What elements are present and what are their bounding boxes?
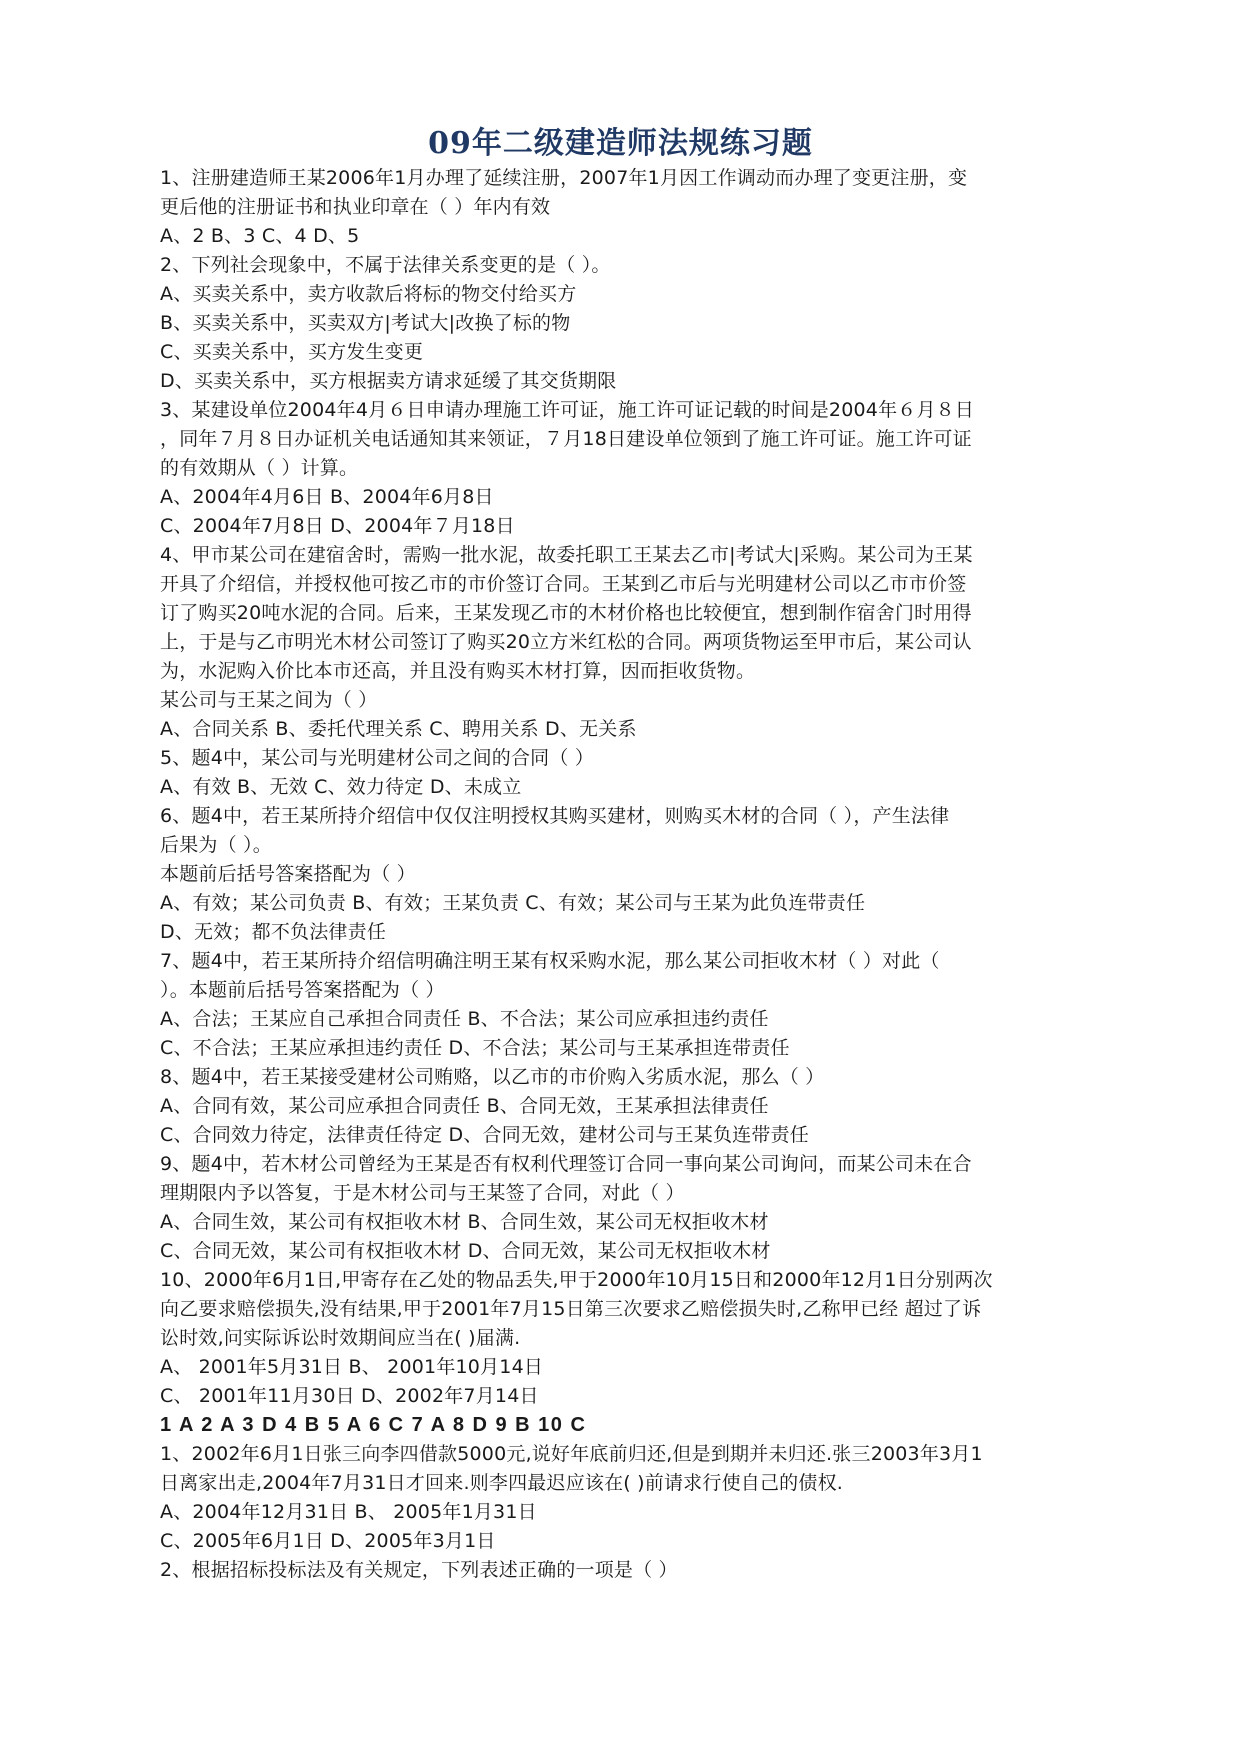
text-line: 5、题4中，某公司与光明建材公司之间的合同（ ） xyxy=(160,747,595,769)
text-line: C、2004年7月8日 D、2004年７月18日 xyxy=(160,515,515,537)
text-line: A、合同生效，某公司有权拒收木材 B、合同生效，某公司无权拒收木材 xyxy=(160,1211,769,1233)
text-line: A、买卖关系中，卖方收款后将标的物交付给买方 xyxy=(160,283,577,305)
text-line: 上，于是与乙市明光木材公司签订了购买20立方米红松的合同。两项货物运至甲市后，某公司认 xyxy=(160,631,972,653)
text-line: A、 2001年5月31日 B、 2001年10月14日 xyxy=(160,1356,544,1378)
text-line: C、买卖关系中，买方发生变更 xyxy=(160,341,424,363)
text-line: 开具了介绍信，并授权他可按乙市的市价签订合同。王某到乙市后与光明建材公司以乙市市价签 xyxy=(160,573,967,595)
text-line: D、无效；都不负法律责任 xyxy=(160,921,387,943)
text-line: A、有效；某公司负责 B、有效；王某负责 C、有效；某公司与王某为此负连带责任 xyxy=(160,892,866,914)
text-line: A、2004年4月6日 B、2004年6月8日 xyxy=(160,486,494,508)
text-line: 9、题4中，若木材公司曾经为王某是否有权利代理签订合同一事向某公司询问，而某公司未在合 xyxy=(160,1153,972,1175)
text-line: 3、某建设单位2004年4月６日申请办理施工许可证，施工许可证记载的时间是2004年６月８日 xyxy=(160,399,975,421)
text-line: 4、甲市某公司在建宿舍时，需购一批水泥，故委托职工王某去乙市|考试大|采购。某公司为王某 xyxy=(160,544,973,566)
text-line: 某公司与王某之间为（ ） xyxy=(160,689,378,711)
text-line: B、买卖关系中，买卖双方|考试大|改换了标的物 xyxy=(160,312,571,334)
text-line: D、买卖关系中，买方根据卖方请求延缓了其交货期限 xyxy=(160,370,617,392)
text-line: 7、题4中，若王某所持介绍信明确注明王某有权采购水泥，那么某公司拒收木材（ ）对此（ xyxy=(160,950,940,972)
answer-key-line: 1 A 2 A 3 D 4 B 5 A 6 C 7 A 8 D 9 B 10 C xyxy=(160,1414,587,1436)
text-line: C、2005年6月1日 D、2005年3月1日 xyxy=(160,1530,496,1552)
text-line: 本题前后括号答案搭配为（ ） xyxy=(160,863,416,885)
text-line: 8、题4中，若王某接受建材公司贿赂，以乙市的市价购入劣质水泥，那么（ ） xyxy=(160,1066,825,1088)
text-line: 1、注册建造师王某2006年1月办理了延续注册，2007年1月因工作调动而办理了变更注册，变 xyxy=(160,167,968,189)
text-line: A、2 B、3 C、4 D、5 xyxy=(160,225,360,247)
text-line: 订了购买20吨水泥的合同。后来，王某发现乙市的木材价格也比较便宜，想到制作宿舍门时用得 xyxy=(160,602,972,624)
text-line: 6、题4中，若王某所持介绍信中仅仅注明授权其购买建材，则购买木材的合同（ ），产生法律 xyxy=(160,805,950,827)
document-title: 09年二级建造师法规练习题 xyxy=(428,126,813,161)
text-line: 2、根据招标投标法及有关规定，下列表述正确的一项是（ ） xyxy=(160,1559,678,1581)
text-line: C、不合法；王某应承担违约责任 D、不合法；某公司与王某承担连带责任 xyxy=(160,1037,790,1059)
text-line: 日离家出走,2004年7月31日才回来.则李四最迟应该在( )前请求行使自己的债权. xyxy=(160,1472,844,1494)
text-line: 2、下列社会现象中，不属于法律关系变更的是（ ）。 xyxy=(160,254,611,276)
text-line: 10、2000年6月1日,甲寄存在乙处的物品丢失,甲于2000年10月15日和2000年12月1日分别两次 xyxy=(160,1269,993,1291)
text-line: 为，水泥购入价比本市还高，并且没有购买木材打算，因而拒收货物。 xyxy=(160,660,756,682)
text-line: C、 2001年11月30日 D、2002年7月14日 xyxy=(160,1385,539,1407)
text-line: 的有效期从（ ）计算。 xyxy=(160,457,359,479)
text-line: A、有效 B、无效 C、效力待定 D、未成立 xyxy=(160,776,522,798)
text-line: 理期限内予以答复，于是木材公司与王某签了合同，对此（ ） xyxy=(160,1182,685,1204)
text-line: A、合同有效，某公司应承担合同责任 B、合同无效，王某承担法律责任 xyxy=(160,1095,769,1117)
document-body xyxy=(160,164,1084,1585)
text-line: 后果为（ ）。 xyxy=(160,834,272,856)
text-line: ）。本题前后括号答案搭配为（ ） xyxy=(160,979,445,1001)
text-line: 向乙要求赔偿损失,没有结果,甲于2001年7月15日第三次要求乙赔偿损失时,乙称甲已经 超过了诉 xyxy=(160,1298,982,1320)
text-line: C、合同无效，某公司有权拒收木材 D、合同无效，某公司无权拒收木材 xyxy=(160,1240,771,1262)
text-line: 1、2002年6月1日张三向李四借款5000元,说好年底前归还,但是到期并未归还.张三2003年3月1 xyxy=(160,1443,983,1465)
text-line: 讼时效,问实际诉讼时效期间应当在( )届满. xyxy=(160,1327,521,1349)
text-line: A、合同关系 B、委托代理关系 C、聘用关系 D、无关系 xyxy=(160,718,637,740)
text-line: 更后他的注册证书和执业印章在（ ）年内有效 xyxy=(160,196,551,218)
text-line: A、2004年12月31日 B、 2005年1月31日 xyxy=(160,1501,537,1523)
text-line: A、合法；王某应自己承担合同责任 B、不合法；某公司应承担违约责任 xyxy=(160,1008,769,1030)
text-line: C、合同效力待定，法律责任待定 D、合同无效，建材公司与王某负连带责任 xyxy=(160,1124,809,1146)
text-line: ，同年７月８日办证机关电话通知其来领证，７月18日建设单位领到了施工许可证。施工许可证 xyxy=(160,428,972,450)
